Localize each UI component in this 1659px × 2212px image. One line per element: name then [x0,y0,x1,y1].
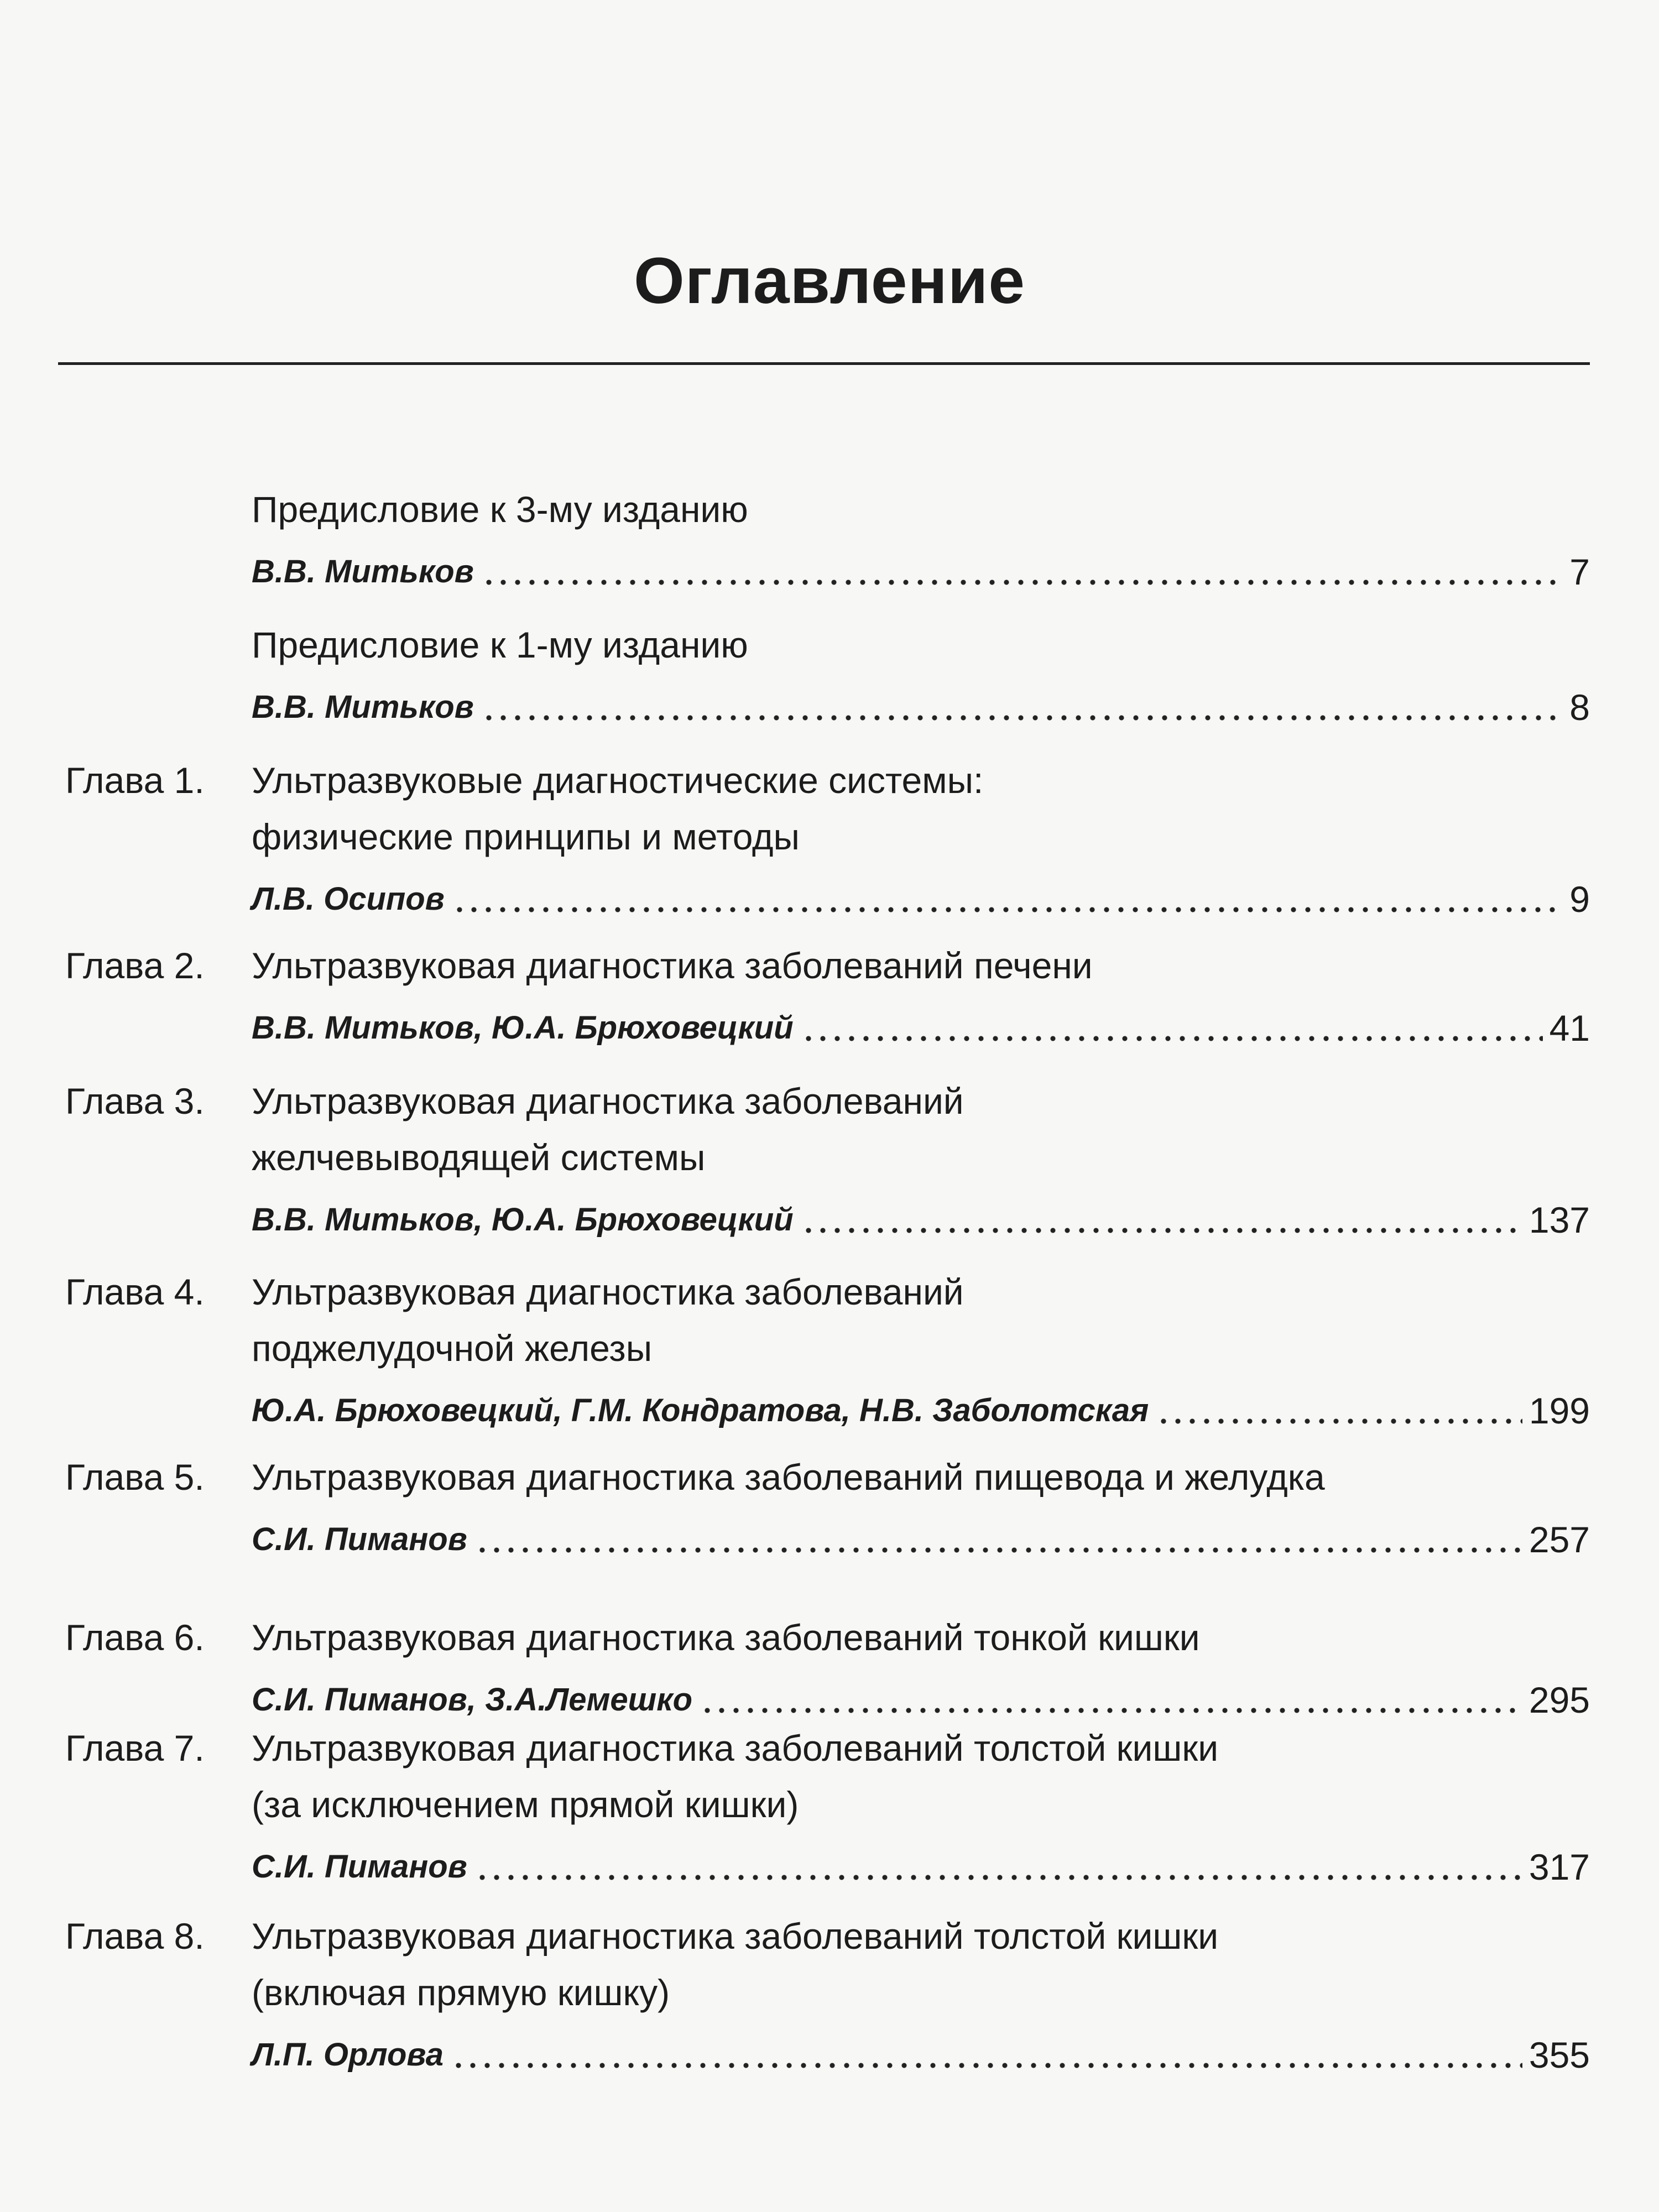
dot-leader [1156,1393,1522,1425]
entry-title [252,752,1590,865]
chapter-number: Глава 1. [65,760,205,801]
page-number: 41 [1549,1008,1590,1048]
chapter-number: Глава 6. [65,1617,205,1658]
dot-leader [452,881,1563,914]
entry-title-line: Ультразвуковая диагностика заболеваний толстой кишки [252,1728,1219,1768]
entry-authors: В.В. Митьков, Ю.А. Брюховецкий [252,1010,794,1046]
page-number: 257 [1528,1519,1590,1560]
page-number: 295 [1528,1679,1590,1720]
author-row [252,1376,1590,1433]
author-row [252,2021,1590,2077]
entry-title [252,937,1590,994]
dot-leader [801,1010,1543,1042]
page-number: 199 [1528,1390,1590,1431]
dot-leader [475,1849,1522,1881]
entry-title [252,1609,1590,1666]
dot-leader [700,1682,1522,1714]
entry-authors: Ю.А. Брюховецкий, Г.М. Кондратова, Н.В. Заболотская [252,1392,1149,1428]
page-number: 9 [1569,879,1590,920]
entry-title-line: Ультразвуковые диагностические системы: [252,760,984,801]
entry-authors: Л.В. Осипов [252,881,445,917]
entry-title-line: физические принципы и методы [252,816,800,857]
page-number: 7 [1569,551,1590,592]
entry-title-line: Ультразвуковая диагностика заболеваний [252,1081,964,1121]
entry-title-line: желчевыводящей системы [252,1137,706,1178]
chapter-number: Глава 2. [65,945,205,986]
entry-title [252,1720,1590,1833]
chapter-number: Глава 4. [65,1271,205,1312]
entry-title [252,481,1590,538]
entry-authors: Л.П. Орлова [252,2037,444,2073]
author-row [252,1186,1590,1242]
author-row [252,865,1590,921]
chapter-number: Глава 5. [65,1457,205,1498]
entry-title-line: (за исключением прямой кишки) [252,1784,799,1825]
entry-title-line: Предисловие к 1-му изданию [252,624,748,665]
entry-authors: С.И. Пиманов [252,1849,467,1885]
page-number: 355 [1528,2034,1590,2075]
author-row [252,1833,1590,1889]
entry-authors: С.И. Пиманов, З.А.Лемешко [252,1682,693,1718]
entry-title-line: Предисловие к 3-му изданию [252,489,748,530]
entry-title [252,1073,1590,1186]
chapter-number: Глава 8. [65,1916,205,1957]
author-row [252,1505,1590,1562]
page-title: Оглавление [633,244,1026,317]
entry-authors: В.В. Митьков [252,554,474,589]
entry-authors: В.В. Митьков [252,689,474,725]
author-row [252,538,1590,594]
page-number: 317 [1528,1846,1590,1887]
dot-leader [482,690,1563,722]
dot-leader [451,2037,1522,2069]
author-row [252,1666,1590,1722]
entry-title-line: Ультразвуковая диагностика заболеваний пищевода и желудка [252,1457,1325,1498]
entry-authors: С.И. Пиманов [252,1521,467,1557]
entry-title-line: Ультразвуковая диагностика заболеваний печени [252,945,1093,986]
entry-title-line: (включая прямую кишку) [252,1972,670,2013]
chapter-number: Глава 3. [65,1081,205,1121]
entry-title-line: поджелудочной железы [252,1328,653,1369]
author-row [252,673,1590,729]
entry-title [252,1908,1590,2021]
title-rule [58,362,1590,365]
dot-leader [475,1522,1522,1554]
entry-authors: В.В. Митьков, Ю.А. Брюховецкий [252,1202,794,1238]
entry-title [252,1264,1590,1376]
author-row [252,994,1590,1050]
entry-title-line: Ультразвуковая диагностика заболеваний [252,1271,964,1312]
page-number: 8 [1569,687,1590,728]
dot-leader [482,554,1563,586]
entry-title-line: Ультразвуковая диагностика заболеваний толстой кишки [252,1916,1219,1957]
chapter-number: Глава 7. [65,1728,205,1768]
entry-title [252,1449,1590,1505]
dot-leader [801,1202,1522,1234]
entry-title-line: Ультразвуковая диагностика заболеваний тонкой кишки [252,1617,1200,1658]
page-number: 137 [1528,1199,1590,1240]
entry-title [252,617,1590,673]
